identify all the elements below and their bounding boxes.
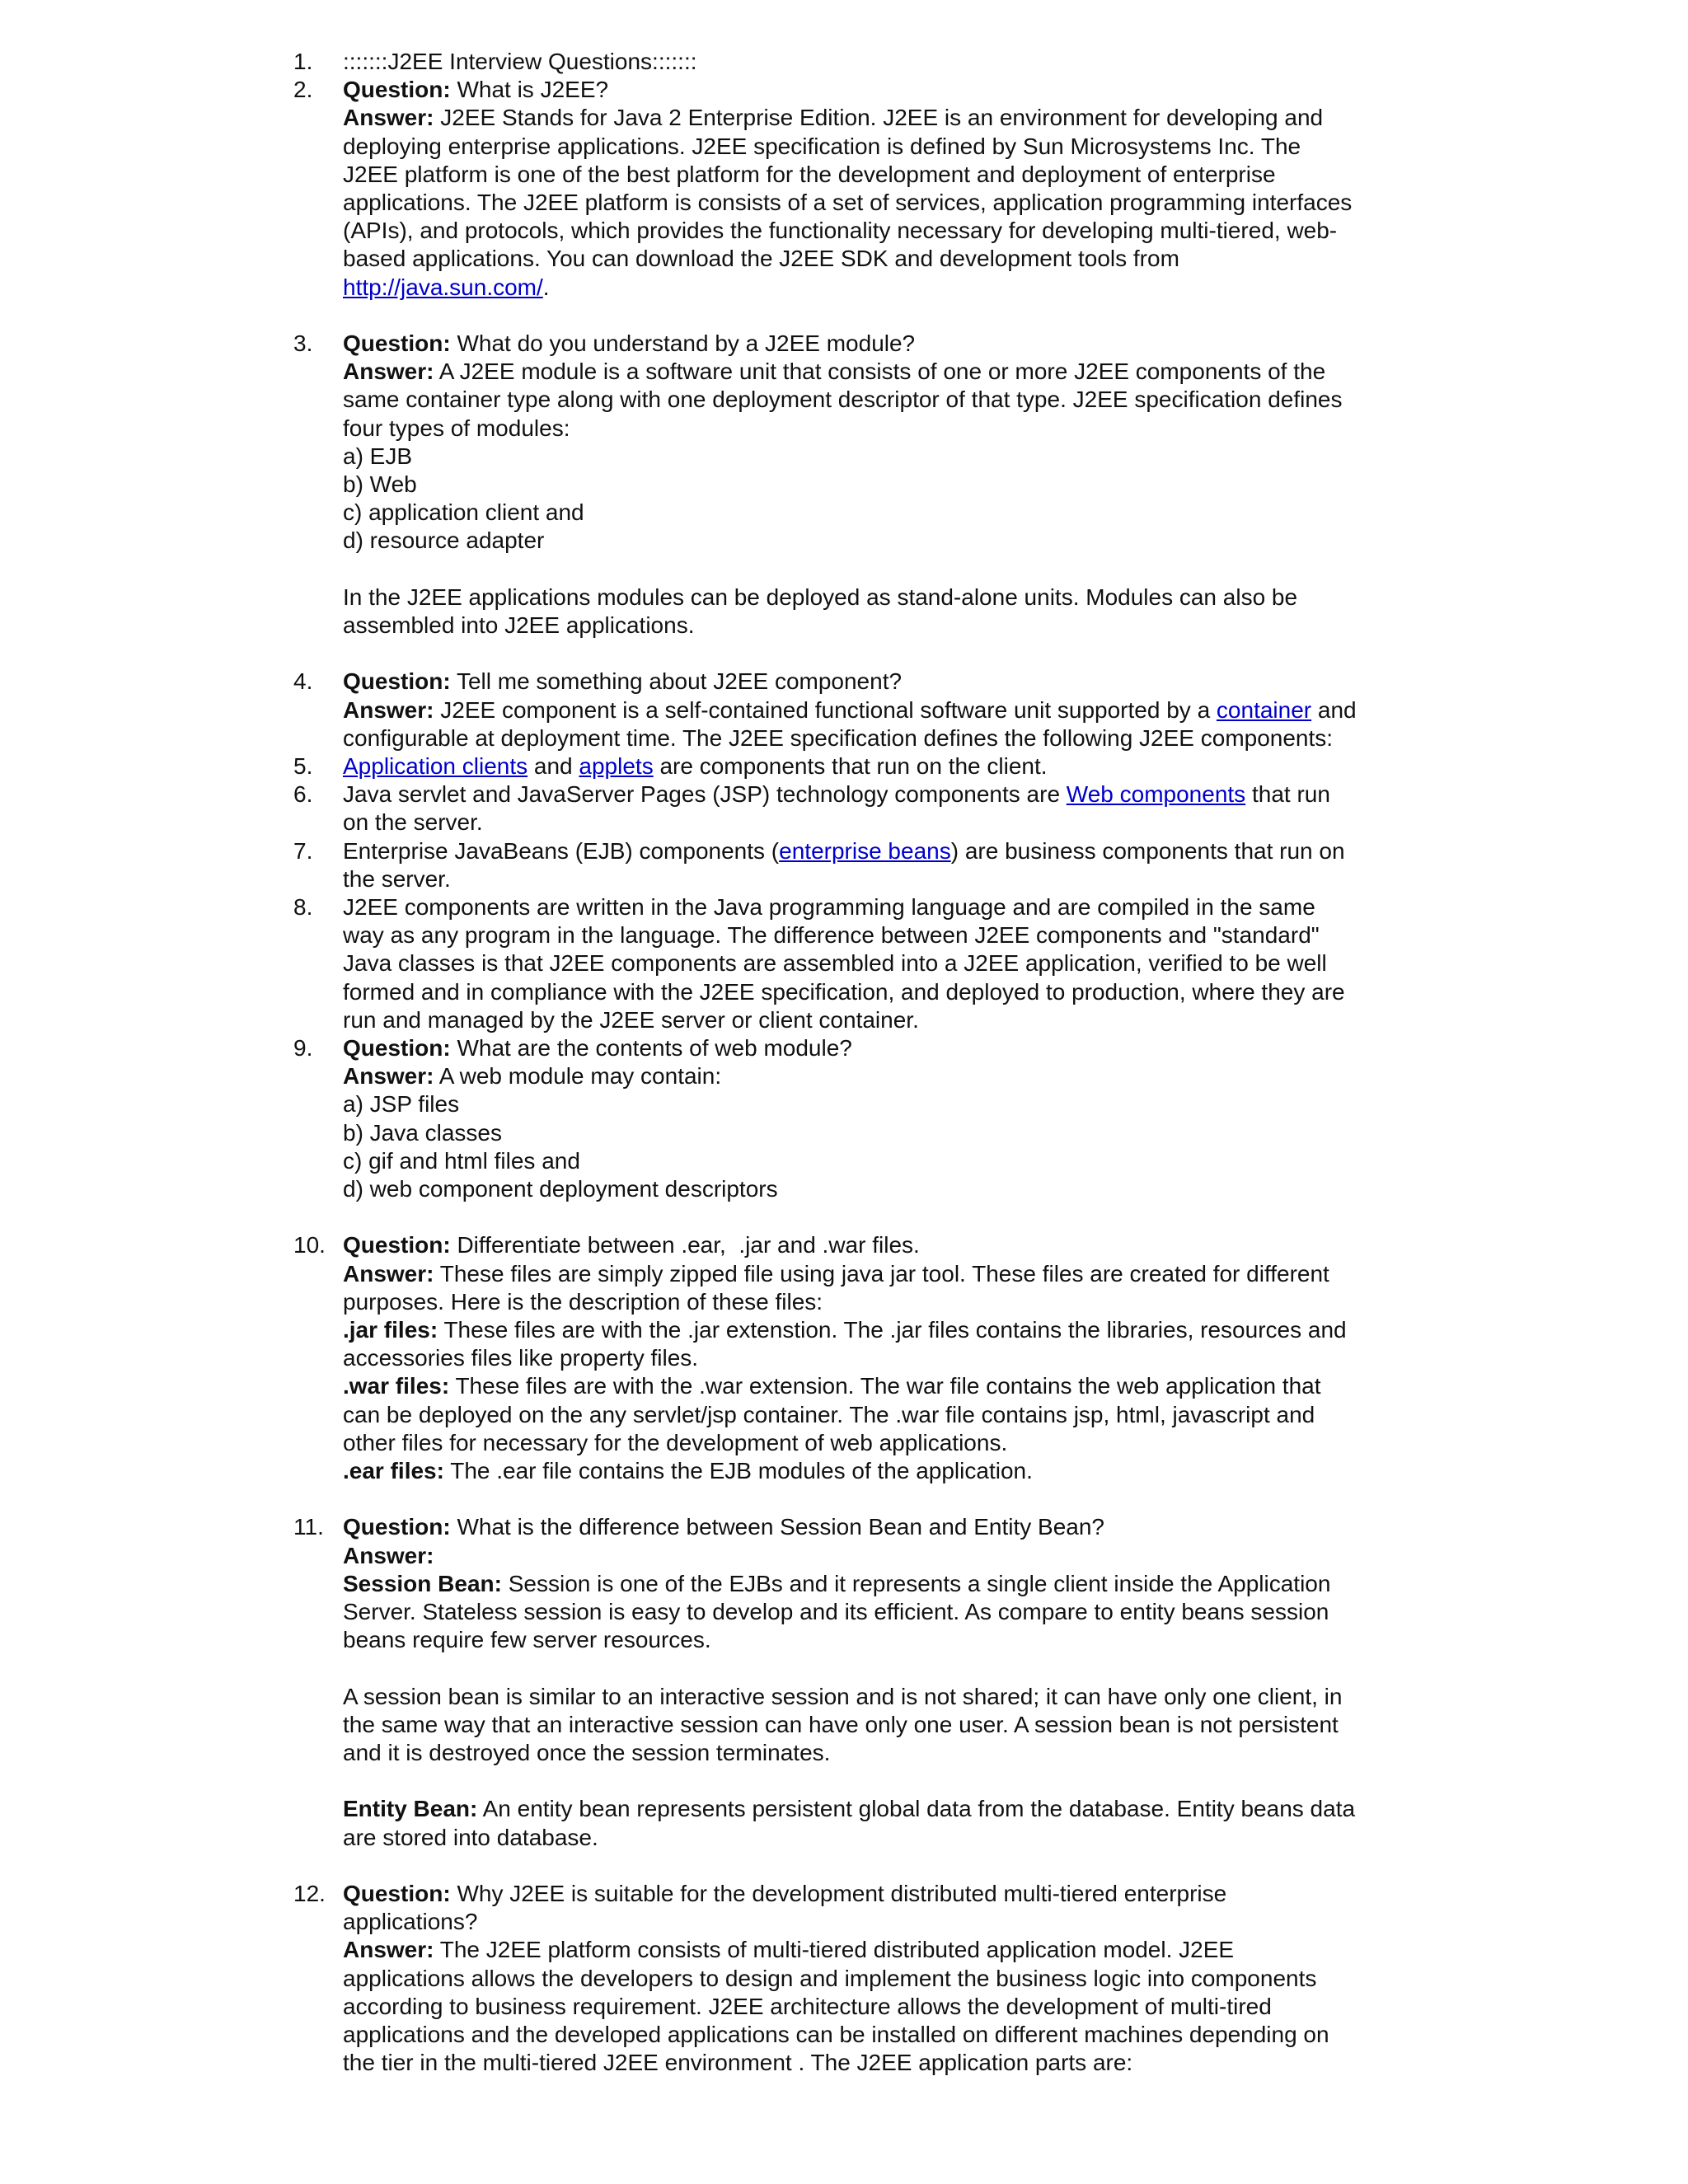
ear-text: The .ear file contains the EJB modules of the application.	[450, 1458, 1033, 1484]
question-line	[343, 668, 1441, 696]
list-item-6	[0, 780, 1688, 837]
text-line	[343, 752, 1441, 780]
war-line: can be deployed on the any servlet/jsp container. The .war file contains jsp, html, javascript and	[343, 1401, 1315, 1427]
entity-bean-line	[343, 1795, 1441, 1823]
text-line: the server.	[343, 865, 451, 892]
session-bean-line	[343, 1570, 1441, 1598]
question-label: Question:	[343, 77, 451, 103]
item-number: 2.	[293, 77, 313, 103]
module-type: a) EJB	[343, 443, 413, 469]
item-number: 6.	[293, 781, 313, 808]
item-number: 9.	[293, 1035, 313, 1062]
question-text: What are the contents of web module?	[457, 1035, 852, 1062]
session-bean-line: beans require few server resources.	[343, 1627, 711, 1653]
answer-label: Answer:	[343, 696, 434, 723]
module-type: c) application client and	[343, 499, 584, 526]
item-number: 8.	[293, 894, 313, 921]
item-number: 3.	[293, 330, 313, 357]
answer-text: and	[1317, 696, 1357, 723]
content-item: b) Java classes	[343, 1119, 502, 1146]
content-item: d) web component deployment descriptors	[343, 1176, 778, 1202]
document-title: :::::::J2EE Interview Questions:::::::	[343, 49, 697, 74]
list-item-11	[0, 1513, 1688, 1880]
jar-text: These files are with the .jar extenstion. The .jar files contains the libraries, resources and	[443, 1317, 1347, 1343]
question-label: Question:	[343, 668, 451, 695]
list-item-12	[0, 1880, 1688, 2077]
answer-text: A J2EE module is a software unit that consists of one or more J2EE components of the	[438, 359, 1326, 385]
item-number: 11.	[293, 1514, 324, 1540]
list-item-5	[0, 752, 1688, 780]
list-item-9	[0, 1034, 1688, 1231]
answer-label: Answer:	[343, 1260, 434, 1286]
text-line: J2EE components are written in the Java programming language and are compiled in the same	[343, 894, 1315, 921]
text: that run	[1251, 781, 1330, 808]
period: .	[542, 274, 550, 300]
answer-text: J2EE component is a self-contained functional software unit supported by a	[440, 696, 1211, 723]
item-number: 12.	[293, 1881, 326, 1907]
list-item-10	[0, 1231, 1688, 1513]
answer-line	[343, 696, 1441, 724]
text-line	[343, 780, 1441, 808]
answer-line	[343, 1936, 1441, 1964]
answer-line: J2EE platform is one of the best platform for the development and deployment of enterprise	[343, 161, 1276, 187]
question-label: Question:	[343, 330, 451, 357]
answer-line: according to business requirement. J2EE architecture allows the development of multi-tired	[343, 1993, 1272, 2019]
question-text: What is J2EE?	[457, 77, 609, 103]
question-label: Question:	[343, 1232, 451, 1258]
jar-label: .jar files:	[343, 1317, 438, 1343]
war-line	[343, 1372, 1441, 1400]
content-item: a) JSP files	[343, 1091, 460, 1118]
question-text: What do you understand by a J2EE module?	[457, 330, 916, 357]
text-line	[343, 837, 1441, 865]
item-number: 7.	[293, 837, 313, 864]
answer-label: Answer:	[343, 359, 434, 385]
answer-line	[343, 274, 1441, 302]
list-item-7	[0, 837, 1688, 893]
question-label: Question:	[343, 1035, 451, 1062]
answer-line	[343, 1542, 1441, 1570]
text-line: way as any program in the language. The difference between J2EE components and "standard"	[343, 922, 1320, 949]
answer-line: deploying enterprise applications. J2EE specification is defined by Sun Microsystems Inc. The	[343, 133, 1301, 159]
answer-text: The J2EE platform consists of multi-tiered distributed application model. J2EE	[439, 1937, 1235, 1963]
content-item: c) gif and html files and	[343, 1147, 580, 1174]
answer-line: same container type along with one deployment descriptor of that type. J2EE specification defines	[343, 387, 1343, 413]
question-text: Why J2EE is suitable for the development distributed multi-tiered enterprise	[457, 1881, 1227, 1907]
answer-line: applications and the developed applications can be installed on different machines depending on	[343, 2022, 1329, 2048]
session-bean-line: Server. Stateless session is easy to develop and its efficient. As compare to entity beans session	[343, 1599, 1329, 1625]
answer-line	[343, 1062, 1441, 1090]
answer-line: four types of modules:	[343, 415, 570, 441]
jar-line	[343, 1316, 1441, 1344]
list-item-4	[0, 668, 1688, 752]
list-item-1	[0, 48, 1688, 76]
question-line	[343, 1880, 1441, 1908]
document-page	[0, 48, 1688, 2078]
enterprise-beans-link[interactable]: enterprise beans	[779, 837, 951, 864]
text: and	[533, 753, 573, 780]
text: are components that run on the client.	[659, 753, 1048, 780]
answer-label: Answer:	[343, 1542, 434, 1568]
paragraph-line: A session bean is similar to an interactive session and is not shared; it can have only one client, in	[343, 1683, 1343, 1709]
paragraph-line: the same way that an interactive session can have only one user. A session bean is not persistent	[343, 1711, 1339, 1737]
session-bean-label: Session Bean:	[343, 1570, 502, 1596]
text: Java servlet and JavaServer Pages (JSP) technology components are	[343, 781, 1061, 808]
web-components-link[interactable]: Web components	[1066, 781, 1246, 808]
answer-line: based applications. You can download the J2EE SDK and development tools from	[343, 246, 1179, 272]
entity-bean-text: An entity bean represents persistent global data from the database. Entity beans data	[482, 1796, 1356, 1822]
module-type: d) resource adapter	[343, 527, 545, 554]
war-label: .war files:	[343, 1373, 450, 1399]
application-clients-link[interactable]: Application clients	[343, 753, 528, 780]
answer-text: A web module may contain:	[438, 1063, 722, 1090]
text-line: formed and in compliance with the J2EE specification, and deployed to production, where they are	[343, 978, 1345, 1005]
text: Enterprise JavaBeans (EJB) components (	[343, 837, 780, 864]
question-text: Differentiate between .ear, .jar and .war files.	[457, 1232, 920, 1258]
question-line	[343, 1513, 1441, 1541]
ear-line	[343, 1457, 1441, 1485]
question-label: Question:	[343, 1514, 451, 1540]
answer-line: applications. The J2EE platform is consists of a set of services, application programming interfaces	[343, 190, 1353, 216]
war-text: These files are with the .war extension. The war file contains the web application that	[455, 1373, 1321, 1399]
answer-text: J2EE Stands for Java 2 Enterprise Edition. J2EE is an environment for developing and	[440, 105, 1324, 131]
answer-line	[343, 358, 1441, 386]
entity-bean-line: are stored into database.	[343, 1824, 598, 1850]
text-line: run and managed by the J2EE server or client container.	[343, 1006, 919, 1033]
paragraph-line: In the J2EE applications modules can be deployed as stand-alone units. Modules can also be	[343, 583, 1298, 610]
item-number: 10.	[293, 1232, 326, 1258]
container-link[interactable]: container	[1216, 696, 1312, 723]
text-line: Java classes is that J2EE components are assembled into a J2EE application, verified to be well	[343, 950, 1327, 977]
answer-line: the tier in the multi-tiered J2EE environment . The J2EE application parts are:	[343, 2050, 1133, 2076]
answer-label: Answer:	[343, 1063, 434, 1090]
question-line: applications?	[343, 1909, 478, 1935]
list-item-8	[0, 893, 1688, 1034]
answer-label: Answer:	[343, 1937, 434, 1963]
entity-bean-label: Entity Bean:	[343, 1796, 478, 1822]
answer-line: applications allows the developers to design and implement the business logic into components	[343, 1965, 1317, 1991]
question-line	[343, 1231, 1441, 1259]
list-item-2	[0, 76, 1688, 330]
item-number: 5.	[293, 753, 313, 780]
question-line	[343, 330, 1441, 358]
question-label: Question:	[343, 1881, 451, 1907]
answer-line	[343, 1260, 1441, 1288]
item-number: 4.	[293, 668, 313, 695]
applets-link[interactable]: applets	[579, 753, 654, 780]
session-bean-text: Session is one of the EJBs and it represents a single client inside the Application	[508, 1570, 1331, 1596]
answer-line: (APIs), and protocols, which provides the functionality necessary for developing multi-tiered, web-	[343, 218, 1338, 244]
answer-line: purposes. Here is the description of these files:	[343, 1288, 823, 1315]
answer-line	[343, 104, 1441, 132]
war-line: other files for necessary for the development of web applications.	[343, 1429, 1008, 1455]
question-line	[343, 76, 1441, 104]
text-line: on the server.	[343, 809, 483, 836]
answer-line: configurable at deployment time. The J2EE specification defines the following J2EE components:	[343, 724, 1334, 751]
list-item-3	[0, 330, 1688, 668]
jar-line: accessories files like property files.	[343, 1345, 699, 1371]
answer-label: Answer:	[343, 105, 434, 131]
module-type: b) Web	[343, 471, 417, 498]
paragraph-line: assembled into J2EE applications.	[343, 612, 695, 639]
question-line	[343, 1034, 1441, 1062]
java-sun-link[interactable]: http://java.sun.com/	[343, 274, 543, 300]
question-text: Tell me something about J2EE component?	[456, 668, 903, 695]
paragraph-line: and it is destroyed once the session terminates.	[343, 1740, 831, 1766]
ear-label: .ear files:	[343, 1458, 444, 1484]
question-text: What is the difference between Session Bean and Entity Bean?	[457, 1514, 1104, 1540]
text: ) are business components that run on	[950, 837, 1345, 864]
item-number: 1.	[293, 49, 313, 74]
answer-text: These files are simply zipped file using java jar tool. These files are created for different	[439, 1260, 1329, 1286]
